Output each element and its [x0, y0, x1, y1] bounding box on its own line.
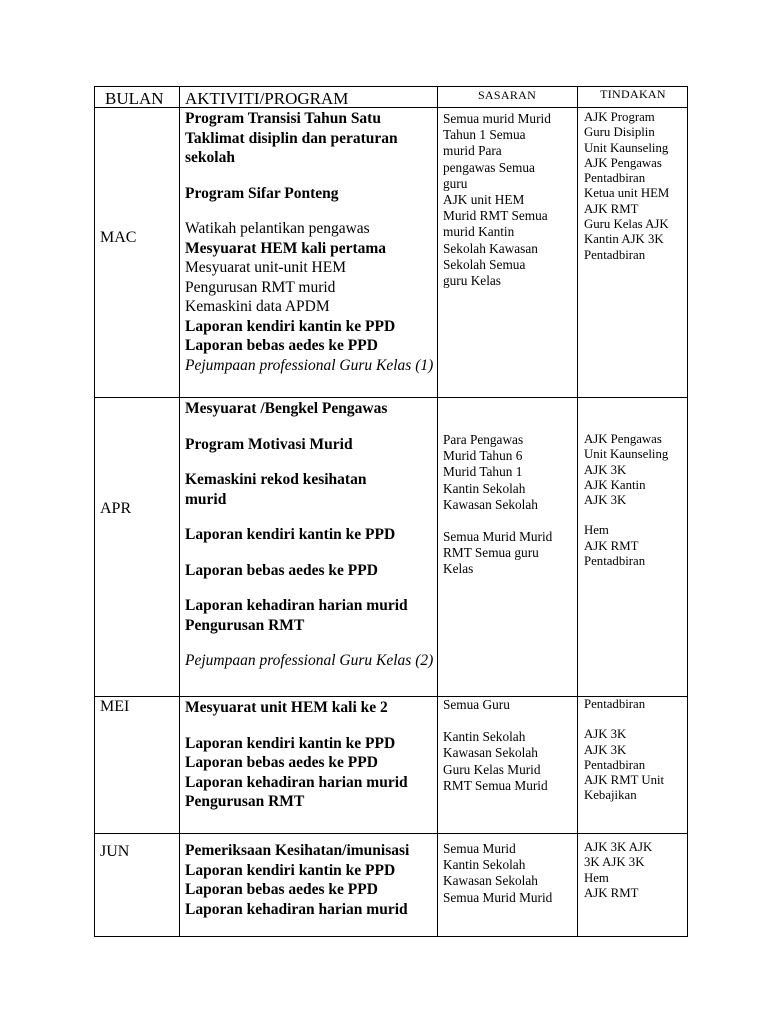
spacer — [185, 580, 435, 596]
activities-mei — [185, 698, 435, 812]
target-item: murid Kantin — [443, 224, 515, 240]
activity-item: Laporan kehadiran harian murid — [185, 597, 408, 614]
tindakan-apr — [584, 432, 668, 569]
activity-item: Kemaskini rekod kesihatan — [185, 471, 367, 488]
target-item: Guru Kelas Murid — [443, 761, 541, 777]
spacer — [185, 545, 435, 561]
target-item: Para Pengawas — [443, 432, 524, 447]
action-item: 3K AJK 3K — [584, 855, 645, 870]
action-item: Hem — [584, 523, 609, 538]
target-item: Murid RMT Semua — [443, 208, 548, 224]
target-item: Semua Murid — [443, 841, 516, 856]
activity-item: Program Sifar Ponteng — [185, 184, 339, 202]
action-item: Pentadbiran — [584, 554, 646, 569]
activity-item: Program Motivasi Murid — [185, 435, 353, 453]
activities-mac — [185, 109, 435, 375]
month-jun: JUN — [100, 843, 130, 860]
activity-item: Laporan kendiri kantin ke PPD — [185, 861, 396, 879]
target-item: guru — [443, 175, 468, 191]
activity-item: Pengurusan RMT — [185, 793, 305, 810]
spacer — [185, 718, 435, 734]
schedule-table — [94, 86, 688, 937]
column-divider — [179, 87, 180, 936]
target-item: Kantin Sekolah — [443, 729, 526, 745]
target-item: Tahun 1 Semua — [443, 127, 526, 143]
sasaran-jun — [443, 841, 552, 906]
action-item: AJK RMT — [584, 538, 639, 553]
spacer — [584, 712, 664, 727]
target-item: RMT Semua guru — [443, 545, 539, 561]
header-bulan: BULAN — [105, 89, 164, 108]
column-divider — [577, 87, 578, 936]
target-item: Kawasan Sekolah — [443, 745, 538, 761]
sasaran-mei — [443, 697, 548, 794]
action-item: AJK Pengawas — [584, 155, 662, 170]
action-item: Pentadbiran — [584, 757, 646, 772]
target-item: Semua Murid Murid — [443, 889, 553, 905]
month-mei: MEI — [100, 698, 130, 715]
column-divider — [437, 87, 438, 936]
action-item: Unit Kaunseling — [584, 140, 669, 155]
activity-item: Kemaskini data APDM — [185, 298, 330, 315]
target-item: Kantin Sekolah — [443, 857, 526, 873]
action-item: AJK RMT — [584, 885, 639, 900]
action-item: Pentadbiran — [584, 171, 646, 186]
target-item: Kantin Sekolah — [443, 480, 526, 496]
spacer — [185, 203, 435, 219]
target-item: pengawas Semua — [443, 159, 535, 175]
action-item: Kebajikan — [584, 788, 637, 803]
row-divider — [95, 107, 687, 108]
action-item: AJK Pengawas — [584, 432, 662, 446]
activity-item: Laporan bebas aedes ke PPD — [185, 337, 378, 354]
action-item: Hem — [584, 870, 609, 885]
action-item: Guru Disiplin — [584, 125, 655, 140]
activity-item: Pemeriksaan Kesihatan/imunisasi — [185, 842, 410, 859]
spacer — [584, 508, 668, 523]
action-item: AJK 3K — [584, 462, 627, 477]
row-divider — [95, 833, 687, 834]
activity-item: Pejumpaan professional Guru Kelas (2) — [185, 652, 434, 669]
header-sasaran: SASARAN — [477, 88, 537, 102]
activity-item: Mesyuarat unit-unit HEM — [185, 259, 347, 276]
action-item: Ketua unit HEM — [584, 186, 670, 201]
action-item: Kantin AJK 3K — [584, 232, 664, 247]
activity-item: Laporan kendiri kantin ke PPD — [185, 526, 396, 543]
sasaran-apr — [443, 432, 552, 578]
spacer — [443, 713, 548, 729]
activity-item: sekolah — [185, 149, 235, 166]
target-item: Murid Tahun 6 — [443, 448, 523, 464]
action-item: Pentadbiran — [584, 247, 646, 262]
spacer — [443, 513, 552, 529]
action-item: AJK 3K — [584, 727, 627, 742]
row-divider — [95, 397, 687, 398]
activity-item: Pengurusan RMT — [185, 616, 305, 634]
activity-item: Watikah pelantikan pengawas — [185, 220, 370, 237]
target-item: AJK unit HEM — [443, 192, 525, 208]
target-item: Semua murid Murid — [443, 111, 551, 126]
target-item: Kelas — [443, 561, 474, 577]
month-mac: MAC — [100, 229, 137, 246]
target-item: Kawasan Sekolah — [443, 496, 538, 512]
activity-item: murid — [185, 490, 227, 508]
action-item: Pentadbiran — [584, 697, 646, 711]
target-item: Semua Guru — [443, 697, 510, 712]
target-item: murid Para — [443, 143, 502, 159]
target-item: Sekolah Kawasan — [443, 240, 538, 256]
tindakan-mei — [584, 697, 664, 804]
activities-jun — [185, 841, 435, 919]
activity-item: Laporan kendiri kantin ke PPD — [185, 317, 396, 335]
activity-item: Laporan bebas aedes ke PPD — [185, 561, 378, 579]
sasaran-mac — [443, 111, 551, 289]
target-item: RMT Semua Murid — [443, 777, 548, 793]
action-item: AJK 3K — [584, 493, 627, 508]
header-aktiviti: AKTIVITI/PROGRAM — [185, 89, 349, 108]
activity-item: Laporan bebas aedes ke PPD — [185, 754, 378, 771]
action-item: AJK Program — [584, 110, 655, 124]
spacer — [185, 509, 435, 525]
target-item: Murid Tahun 1 — [443, 464, 523, 480]
action-item: AJK RMT — [584, 201, 639, 216]
spacer — [185, 419, 435, 435]
activity-item: Laporan kehadiran harian murid — [185, 900, 408, 918]
activity-item: Laporan kehadiran harian murid — [185, 773, 408, 791]
activity-item: Mesyuarat unit HEM kali ke 2 — [185, 699, 388, 716]
tindakan-jun — [584, 840, 652, 901]
action-item: Unit Kaunseling — [584, 447, 669, 462]
header-tindakan: TINDAKAN — [600, 87, 666, 101]
action-item: AJK RMT Unit — [584, 773, 665, 788]
target-item: Sekolah Semua — [443, 256, 526, 272]
activity-item: Mesyuarat HEM kali pertama — [185, 239, 387, 257]
action-item: Guru Kelas AJK — [584, 217, 669, 232]
spacer — [185, 635, 435, 651]
action-item: AJK Kantin — [584, 477, 646, 492]
month-apr: APR — [100, 500, 132, 517]
activities-apr — [185, 399, 435, 671]
activity-item: Program Transisi Tahun Satu — [185, 110, 381, 127]
spacer — [185, 168, 435, 184]
activity-item: Taklimat disiplin dan peraturan — [185, 129, 398, 147]
activity-item: Mesyuarat /Bengkel Pengawas — [185, 400, 388, 417]
target-item: Kawasan Sekolah — [443, 873, 538, 889]
action-item: AJK 3K — [584, 742, 627, 757]
tindakan-mac — [584, 110, 669, 263]
action-item: AJK 3K AJK — [584, 840, 653, 854]
activity-item: Laporan bebas aedes ke PPD — [185, 881, 378, 898]
spacer — [185, 454, 435, 470]
activity-item: Pejumpaan professional Guru Kelas (1) — [185, 356, 434, 374]
activity-item: Pengurusan RMT murid — [185, 278, 336, 296]
target-item: Semua Murid Murid — [443, 529, 553, 545]
target-item: guru Kelas — [443, 273, 501, 289]
activity-item: Laporan kendiri kantin ke PPD — [185, 734, 396, 752]
